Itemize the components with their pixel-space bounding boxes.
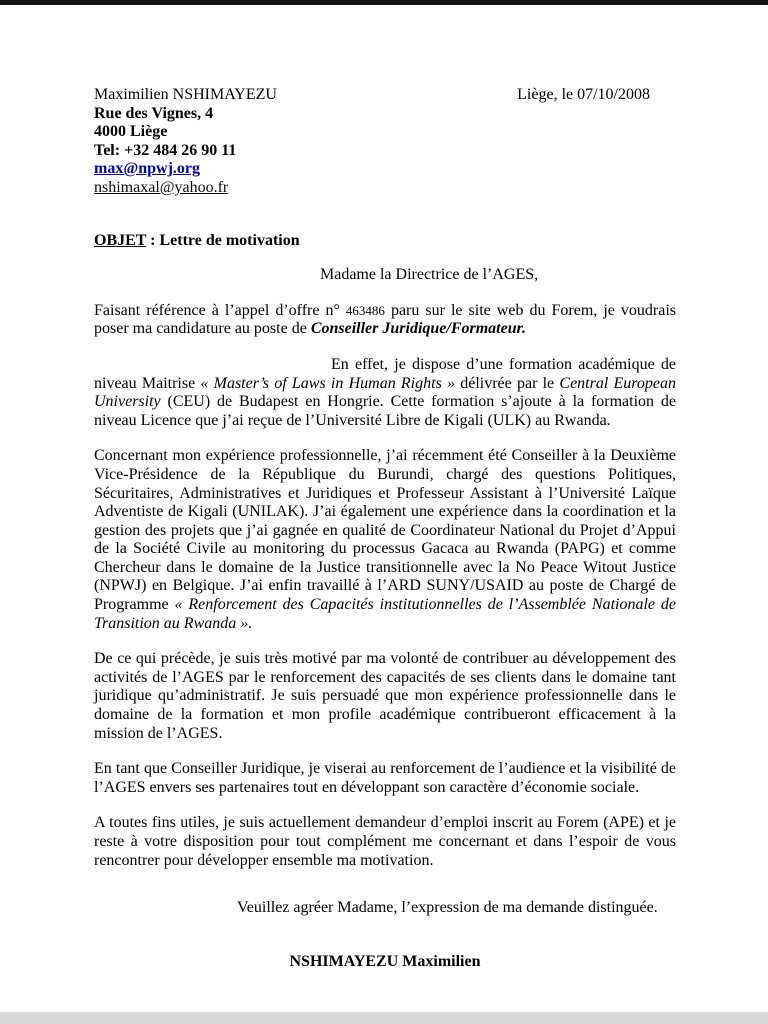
sender-email-secondary-line xyxy=(94,179,277,198)
sender-street: Rue des Vignes, 4 xyxy=(94,104,214,122)
text-run: délivrée par le xyxy=(455,374,560,392)
email-link-primary[interactable]: max@npwj.org xyxy=(94,160,200,178)
paragraph-reference xyxy=(94,302,676,339)
sender-name: Maximilien NSHIMAYEZU xyxy=(94,86,277,103)
signature-name: NSHIMAYEZU Maximilien xyxy=(289,952,481,970)
subject-line xyxy=(94,232,676,251)
text-run: « Renforcement des Capacités institutionnelles de l’Assemblée Nationale de Transition au Rwanda ». xyxy=(94,596,676,632)
email-link-secondary[interactable]: nshimaxal@yahoo.fr xyxy=(94,178,229,196)
text-run: De ce qui précède, je suis très motivé par ma volonté de contribuer au développement des activités de l’AGES par le renforcement des capacités de ses clients dans le domaine tant juridique qu’administratif. Je suis persuadé que mon expérience professionnelle dans le domaine de la formation et mon profile académique contribueront efficacement à la mission de l’AGES. xyxy=(94,650,676,742)
text-run: Concernant mon expérience professionnelle, j’ai récemment été Conseiller à la Deuxième Vice-Présidence de la République du Burundi, chargé des questions Politiques, Sécuritaires, Administratives et Juridiques et Professeur Assistant à l’Université Laïque Adventiste de Kigali (UNILAK). J’ai également une expérience dans la coordination et la gestion des projets que j’ai gagnée en qualité de Coordinateur National du Projet d’Appui de la Société Civile au monitoring du processus Gacaca au Rwanda (PAPG) et comme Chercheur dans le domaine de la Justice transitionnelle avec la No Peace Witout Justice (NPWJ) en Belgique. J’ai enfin travaillé à l’ARD SUNY/USAID au poste de Chargé de Programme xyxy=(94,447,676,614)
text-run: « Master’s of Laws in Human Rights » xyxy=(200,374,456,392)
letter-header xyxy=(94,86,676,198)
page-top-edge xyxy=(0,0,768,5)
sender-phone: Tel: +32 484 26 90 11 xyxy=(94,141,237,159)
text-run: A toutes fins utiles, je suis actuellement demandeur d’emploi inscrit au Forem (APE) et je reste à votre disposition pour tout complément me concernant et dans l’espoir de vous rencontrer pour développer ensemble ma motivation. xyxy=(94,814,676,869)
text-run: paru sur le site web du Forem, je voudrais poser ma candidature au poste de xyxy=(94,301,676,338)
paragraph-availability xyxy=(94,814,676,870)
closing-line: Veuillez agréer Madame, l’expression de ma demande distinguée. xyxy=(237,899,658,917)
page-bottom-edge xyxy=(0,1012,768,1024)
letter-content xyxy=(94,86,676,971)
sender-block xyxy=(94,86,277,198)
text-run: En effet, je dispose d’une formation académique de niveau Maitrise xyxy=(94,355,676,392)
paragraph-motivation xyxy=(94,650,676,743)
text-run: Conseiller Juridique/Formateur. xyxy=(310,320,526,338)
text-run: (CEU) de Budapest en Hongrie. Cette formation s’ajoute à la formation de niveau Licence que j’ai reçue de l’Université Libre de Kigali (ULK) au Rwanda. xyxy=(94,393,676,429)
subject-label: OBJET xyxy=(94,231,147,249)
paragraph-experience xyxy=(94,447,676,633)
salutation: Madame la Directrice de l’AGES, xyxy=(320,266,539,284)
sender-email-primary-line xyxy=(94,160,277,179)
text-run: 463486 xyxy=(345,302,385,318)
text-run: En tant que Conseiller Juridique, je viserai au renforcement de l’audience et la visibilité de l’AGES envers ses partenaires tout en développant son caractère d’économie sociale. xyxy=(94,760,676,796)
paragraph-education xyxy=(94,356,676,430)
sender-city: 4000 Liège xyxy=(94,123,168,141)
dateline: Liège, le 07/10/2008 xyxy=(517,86,650,103)
subject-text: : Lettre de motivation xyxy=(146,231,300,249)
paragraph-goal xyxy=(94,760,676,797)
text-run: Faisant référence à l’appel d’offre n° xyxy=(94,301,346,319)
text-run: Central European University xyxy=(94,374,677,411)
